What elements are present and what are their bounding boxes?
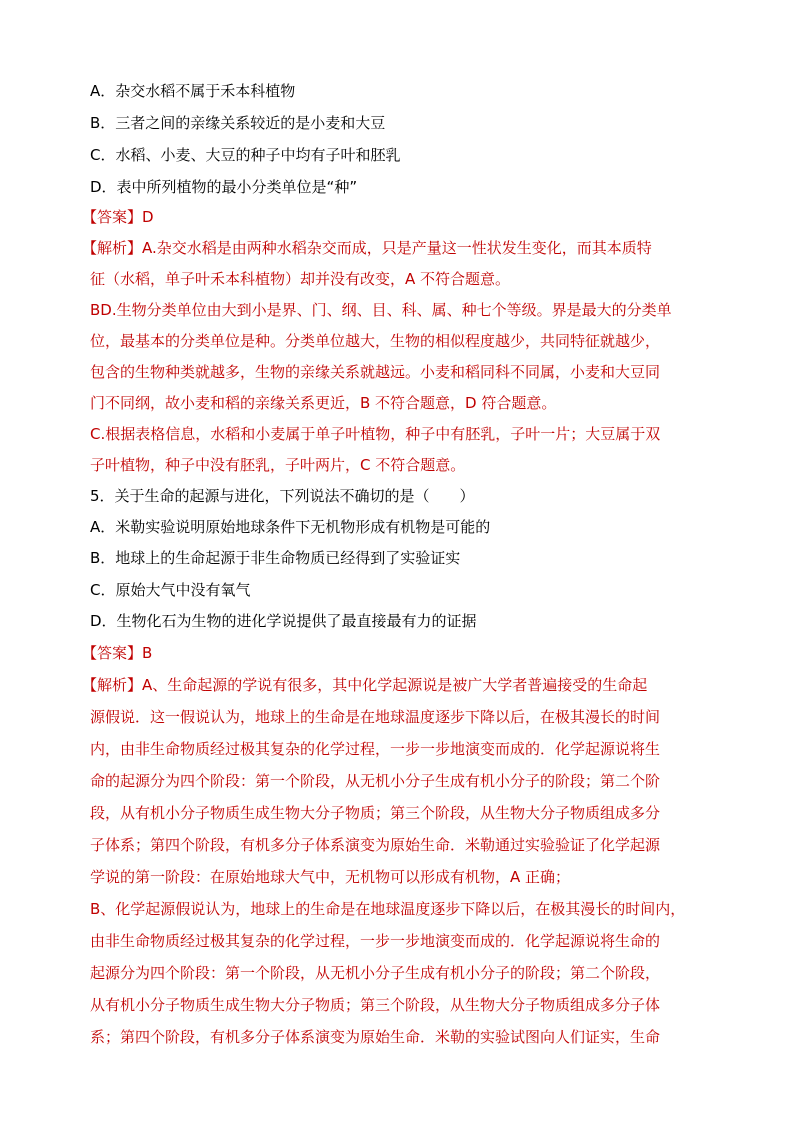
q5-analysis-line-3: 内，由非生命物质经过极其复杂的化学过程，一步一步地演变而成的．化学起源说将生 (90, 740, 661, 758)
q4-analysis-line-4: 位，最基本的分类单位是种。分类单位越大，生物的相似程度越少，共同特征就越少， (90, 332, 661, 350)
q5-analysis-label: 【解析】 (82, 676, 143, 694)
q4-analysis-line-2: 征（水稻，单子叶禾本科植物）却并没有改变，A 不符合题意。 (90, 270, 511, 288)
q5-analysis-line-8: B、化学起源假说认为，地球上的生命是在地球温度逐步下降以后，在极其漫长的时间内， (90, 900, 686, 918)
q5-option-d: D．生物化石为生物的进化学说提供了最直接最有力的证据 (90, 612, 477, 630)
q5-analysis-text-1: A、生命起源的学说有很多，其中化学起源说是被广大学者普遍接受的生命起 (142, 676, 648, 694)
q4-answer-value: D (142, 208, 154, 226)
q4-option-c: C．水稻、小麦、大豆的种子中均有子叶和胚乳 (90, 146, 401, 164)
q4-analysis-text-1: A.杂交水稻是由两种水稻杂交而成，只是产量这一性状发生变化，而其本质特 (142, 239, 652, 257)
q4-option-b: B．三者之间的亲缘关系较近的是小麦和大豆 (90, 114, 386, 132)
q5-analysis-line-2: 源假说．这一假说认为，地球上的生命是在地球温度逐步下降以后，在极其漫长的时间 (90, 708, 661, 726)
q4-answer-line (82, 206, 710, 228)
q4-analysis-line-5: 包含的生物种类就越多，生物的亲缘关系就越远。小麦和稻同科不同属，小麦和大豆同 (90, 363, 661, 381)
q4-analysis-line-7: C.根据表格信息，水稻和小麦属于单子叶植物，种子中有胚乳，子叶一片；大豆属于双 (90, 425, 661, 443)
q5-analysis-line-7: 学说的第一阶段：在原始地球大气中，无机物可以形成有机物，A 正确； (90, 868, 571, 886)
q5-answer-line (82, 642, 710, 664)
q5-answer-label: 【答案】 (82, 644, 143, 662)
q5-analysis-line-11: 从有机小分子物质生成生物大分子物质；第三个阶段，从生物大分子物质组成多分子体 (90, 996, 661, 1014)
q5-analysis-line-6: 子体系；第四个阶段，有机多分子体系演变为原始生命．米勒通过实验验证了化学起源 (90, 836, 661, 854)
q5-analysis-line-9: 由非生命物质经过极其复杂的化学过程，一步一步地演变而成的．化学起源说将生命的 (90, 932, 661, 950)
q4-option-d: D．表中所列植物的最小分类单位是“种” (90, 178, 358, 196)
q5-option-c: C．原始大气中没有氧气 (90, 581, 251, 599)
q4-analysis-line-1 (82, 237, 710, 259)
q5-analysis-line-1 (82, 674, 710, 696)
q4-analysis-line-3: BD.生物分类单位由大到小是界、门、纲、目、科、属、种七个等级。界是最大的分类单 (90, 301, 672, 319)
q4-analysis-line-8: 子叶植物，种子中没有胚乳，子叶两片，C 不符合题意。 (90, 456, 466, 474)
q5-analysis-line-5: 段，从有机小分子物质生成生物大分子物质；第三个阶段，从生物大分子物质组成多分 (90, 804, 661, 822)
q5-analysis-line-4: 命的起源分为四个阶段：第一个阶段，从无机小分子生成有机小分子的阶段；第二个阶 (90, 772, 661, 790)
q5-analysis-line-12: 系；第四个阶段，有机多分子体系演变为原始生命．米勒的实验试图向人们证实，生命 (90, 1028, 661, 1046)
q5-option-a: A．米勒实验说明原始地球条件下无机物形成有机物是可能的 (90, 518, 491, 536)
q4-answer-label: 【答案】 (82, 208, 143, 226)
q4-analysis-line-6: 门不同纲，故小麦和稻的亲缘关系更近，B 不符合题意，D 符合题意。 (90, 394, 557, 412)
q5-answer-value: B (142, 644, 153, 662)
q5-analysis-line-10: 起源分为四个阶段：第一个阶段，从无机小分子生成有机小分子的阶段；第二个阶段， (90, 964, 661, 982)
q5-stem: 5．关于生命的起源与进化，下列说法不确切的是（ ） (90, 487, 475, 505)
q4-analysis-label: 【解析】 (82, 239, 143, 257)
q5-option-b: B．地球上的生命起源于非生命物质已经得到了实验证实 (90, 549, 461, 567)
q4-option-a: A．杂交水稻不属于禾本科植物 (90, 82, 296, 100)
